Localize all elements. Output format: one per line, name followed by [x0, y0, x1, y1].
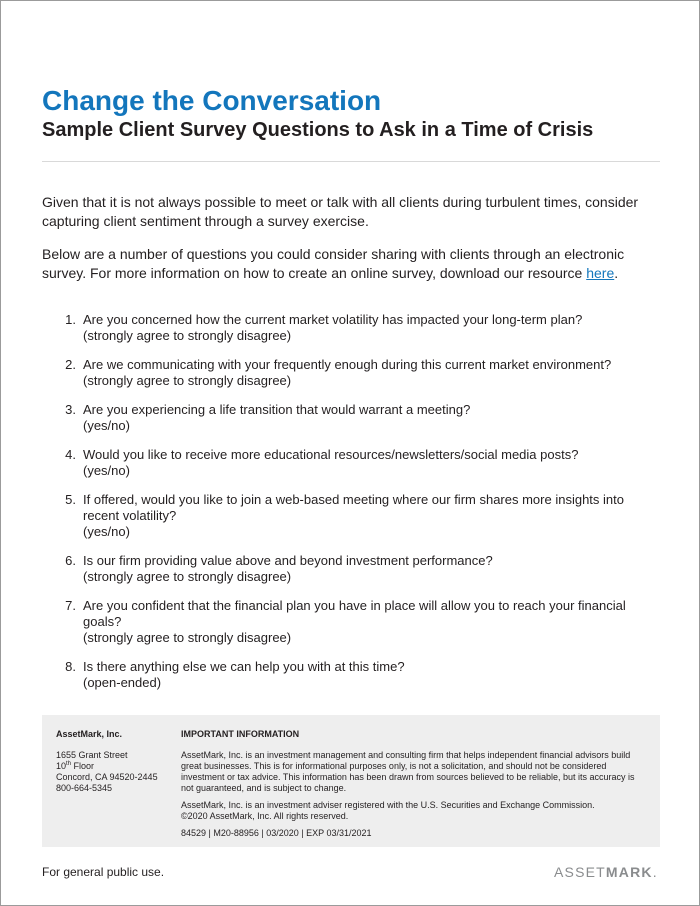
question-number: 8. — [65, 659, 76, 674]
survey-question — [56, 357, 656, 389]
important-information-heading: IMPORTANT INFORMATION — [181, 729, 300, 739]
question-scale: (open-ended) — [83, 675, 162, 690]
question-text: Is our firm providing value above and beyond investment performance? — [83, 553, 493, 568]
question-number: 7. — [65, 598, 76, 613]
intro-paragraph-2 — [42, 245, 662, 283]
disclosure-box — [42, 715, 660, 847]
survey-question — [56, 312, 656, 344]
company-address-block — [56, 729, 166, 794]
page-title: Change the Conversation — [42, 85, 382, 116]
logo-text-asset: ASSET — [554, 864, 606, 880]
resource-link[interactable]: here — [586, 265, 615, 281]
question-number: 5. — [65, 492, 76, 507]
question-text: Are you concerned how the current market volatility has impacted your long-term plan? — [83, 312, 583, 327]
question-text: Are you confident that the financial plan you have in place will allow you to reach your financial goals? — [83, 598, 626, 629]
document-codes: 84529 | M20-88956 | 03/2020 | EXP 03/31/2021 — [181, 828, 372, 838]
question-scale: (strongly agree to strongly disagree) — [83, 630, 292, 645]
logo-text-mark: MARK — [605, 864, 653, 880]
question-text: If offered, would you like to join a web-based meeting where our firm shares more insights into recent volatility? — [83, 492, 624, 523]
copyright-text: ©2020 AssetMark, Inc. All rights reserved. — [181, 811, 349, 821]
question-scale: (yes/no) — [83, 463, 130, 478]
question-text: Are you experiencing a life transition that would warrant a meeting? — [83, 402, 471, 417]
survey-question — [56, 492, 656, 540]
intro-paragraph-2-end: . — [614, 265, 619, 281]
company-name: AssetMark, Inc. — [56, 729, 123, 739]
question-scale: (yes/no) — [83, 418, 130, 433]
question-number: 2. — [65, 357, 76, 372]
question-text: Would you like to receive more educational resources/newsletters/social media posts? — [83, 447, 579, 462]
question-scale: (strongly agree to strongly disagree) — [83, 373, 292, 388]
address-city: Concord, CA 94520-2445 — [56, 772, 158, 782]
logo-dot: . — [652, 864, 658, 880]
floor-word: Floor — [71, 761, 95, 771]
intro-paragraph-2-text: Below are a number of questions you could consider sharing with clients through an electronic survey. For more information on how to create an online survey, download our resource — [42, 246, 625, 281]
floor-number: 10 — [56, 761, 67, 771]
survey-question — [56, 402, 656, 434]
assetmark-logo — [554, 864, 658, 880]
address-street: 1655 Grant Street — [56, 750, 128, 760]
survey-question — [56, 553, 656, 585]
page-subtitle: Sample Client Survey Questions to Ask in a Time of Crisis — [42, 119, 594, 141]
survey-question — [56, 447, 656, 479]
general-use-note: For general public use. — [42, 865, 165, 879]
important-information-block — [181, 729, 647, 845]
disclosure-paragraph-2 — [181, 800, 647, 822]
question-number: 3. — [65, 402, 76, 417]
question-number: 1. — [65, 312, 76, 327]
company-phone: 800-664-5345 — [56, 783, 113, 793]
survey-question — [56, 598, 656, 646]
question-number: 6. — [65, 553, 76, 568]
intro-paragraph-1: Given that it is not always possible to meet or talk with all clients during turbulent times, consider capturing client sentiment through a survey exercise. — [42, 194, 639, 229]
question-scale: (strongly agree to strongly disagree) — [83, 328, 292, 343]
survey-question-list — [56, 312, 656, 704]
question-scale: (strongly agree to strongly disagree) — [83, 569, 292, 584]
floor-suffix: th — [66, 761, 72, 767]
question-text: Is there anything else we can help you with at this time? — [83, 659, 405, 674]
sec-registration-text: AssetMark, Inc. is an investment adviser registered with the U.S. Securities and Exchange Commission. — [181, 800, 595, 810]
question-text: Are we communicating with your frequently enough during this current market environment? — [83, 357, 612, 372]
title-divider — [42, 161, 660, 162]
question-scale: (yes/no) — [83, 524, 130, 539]
question-number: 4. — [65, 447, 76, 462]
survey-question — [56, 659, 656, 691]
address-floor — [56, 761, 166, 772]
disclosure-paragraph-1: AssetMark, Inc. is an investment management and consulting firm that helps independent financial advisors build great businesses. This is for informational purposes only, is not a solicitation, and should not be considered investment or tax advice. This information has been drawn from sources believed to be reliable, but its accuracy is not guaranteed, and is subject to change. — [181, 750, 635, 793]
